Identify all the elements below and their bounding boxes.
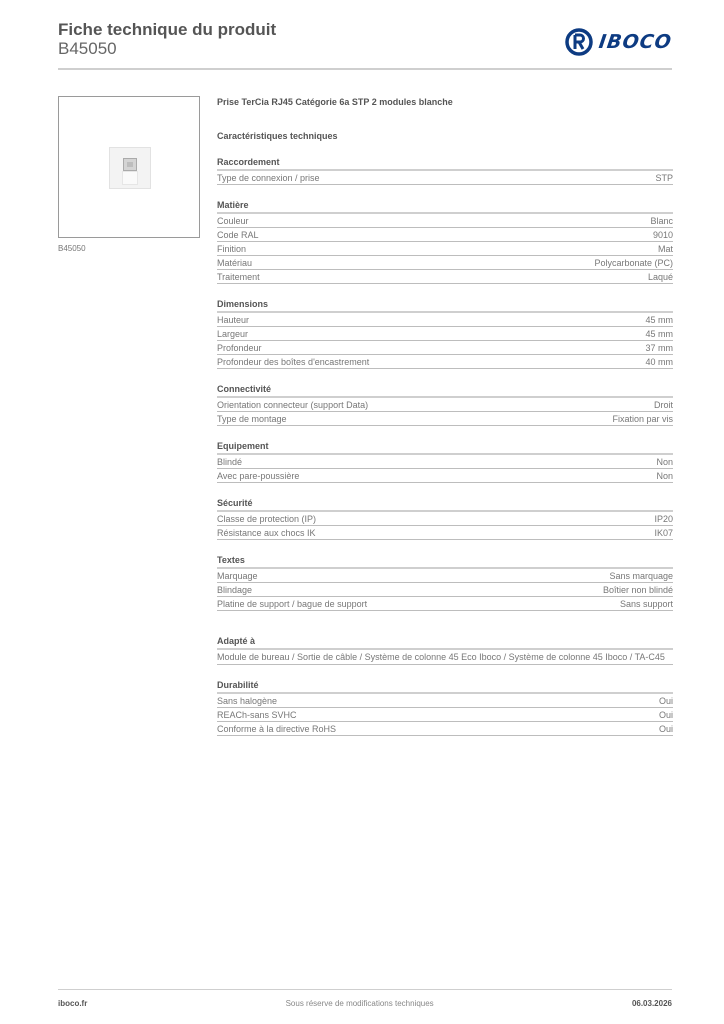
spec-row: [217, 313, 673, 327]
spec-label: Résistance aux chocs IK: [217, 528, 316, 538]
page-header: [58, 20, 672, 70]
spec-label: Code RAL: [217, 230, 259, 240]
spec-label: Couleur: [217, 216, 249, 226]
spec-label: Largeur: [217, 329, 249, 339]
iboco-logo: [565, 28, 672, 56]
spec-label: Profondeur: [217, 343, 262, 353]
spec-label: Hauteur: [217, 315, 250, 325]
header-divider: [58, 68, 672, 70]
spec-value: 37 mm: [645, 343, 673, 353]
spec-row: [217, 469, 673, 483]
spec-group-securite: [217, 497, 673, 540]
spec-label: Conforme à la directive RoHS: [217, 724, 337, 734]
group-title: Adapté à: [217, 635, 673, 650]
spec-value: Laqué: [647, 272, 673, 282]
footer-divider: [58, 989, 672, 990]
spec-row: [217, 597, 673, 611]
product-image-frame: [58, 96, 200, 238]
spec-value: IP20: [654, 514, 673, 524]
spec-row: [217, 256, 673, 270]
spec-label: Classe de protection (IP): [217, 514, 317, 524]
spec-label: Traitement: [217, 272, 260, 282]
spec-value: Boîtier non blindé: [602, 585, 673, 595]
spec-value: Fixation par vis: [612, 414, 673, 424]
spec-row: [217, 412, 673, 426]
spec-group-textes: [217, 554, 673, 611]
website-link[interactable]: iboco.fr: [58, 999, 88, 1008]
spec-row: [217, 722, 673, 736]
product-code: B45050: [58, 39, 117, 58]
spec-value: Oui: [658, 724, 673, 734]
spec-label: Marquage: [217, 571, 258, 581]
group-title: Equipement: [217, 440, 673, 455]
spec-row: [217, 270, 673, 284]
spec-value: Non: [656, 457, 673, 467]
spec-value: Mat: [657, 244, 673, 254]
spec-label: REACh-sans SVHC: [217, 710, 297, 720]
spec-label: Finition: [217, 244, 247, 254]
spec-content: [217, 96, 673, 736]
spec-label: Blindé: [217, 457, 243, 467]
spec-value: STP: [655, 173, 673, 183]
spec-group-adapte-a: [217, 635, 673, 665]
spec-group-equipement: [217, 440, 673, 483]
spec-value: Droit: [653, 400, 673, 410]
spec-value: 45 mm: [645, 315, 673, 325]
spec-row: [217, 512, 673, 526]
spec-row: [217, 455, 673, 469]
group-title: Raccordement: [217, 156, 673, 171]
spec-label: Matériau: [217, 258, 253, 268]
spec-label: Orientation connecteur (support Data): [217, 400, 369, 410]
product-name: Prise TerCia RJ45 Catégorie 6a STP 2 modules blanche: [217, 97, 453, 107]
spec-row: [217, 583, 673, 597]
spec-row: [217, 708, 673, 722]
spec-value: 45 mm: [645, 329, 673, 339]
spec-row: [217, 341, 673, 355]
rj45-jack-icon: [123, 158, 137, 171]
spec-group-matiere: [217, 199, 673, 284]
iboco-r-logo-icon: [565, 28, 593, 56]
spec-value: Non: [656, 471, 673, 481]
spec-label: Platine de support / bague de support: [217, 599, 368, 609]
disclaimer: Sous réserve de modifications techniques: [285, 999, 434, 1008]
document-date: 06.03.2026: [631, 999, 672, 1008]
section-title: Caractéristiques techniques: [217, 131, 338, 141]
group-title: Dimensions: [217, 298, 673, 313]
spec-row: [217, 355, 673, 369]
group-title: Connectivité: [217, 383, 673, 398]
spec-value: Oui: [658, 696, 673, 706]
logo-text: IBOCO: [597, 31, 674, 53]
spec-row: [217, 242, 673, 256]
spec-value: Polycarbonate (PC): [594, 258, 673, 268]
spec-row: [217, 327, 673, 341]
spec-group-dimensions: [217, 298, 673, 369]
spec-label: Avec pare-poussière: [217, 471, 300, 481]
spec-label: Profondeur des boîtes d'encastrement: [217, 357, 370, 367]
spec-label: Blindage: [217, 585, 253, 595]
page-title: Fiche technique du produit: [58, 20, 277, 39]
spec-row: [217, 694, 673, 708]
compatibility-text: Module de bureau / Sortie de câble / Système de colonne 45 Eco Iboco / Système de colonne 45 Iboco / TA-C45: [217, 650, 673, 665]
image-caption: B45050: [58, 244, 86, 253]
spec-row: [217, 171, 673, 185]
spec-row: [217, 398, 673, 412]
spec-group-raccordement: [217, 156, 673, 185]
spec-row: [217, 214, 673, 228]
spec-row: [217, 569, 673, 583]
group-title: Textes: [217, 554, 673, 569]
spec-label: Sans halogène: [217, 696, 278, 706]
spec-value: 9010: [652, 230, 673, 240]
spec-value: Blanc: [650, 216, 673, 226]
spec-row: [217, 228, 673, 242]
spec-group-connectivite: [217, 383, 673, 426]
spec-label: Type de connexion / prise: [217, 173, 320, 183]
spec-group-durabilite: [217, 679, 673, 736]
spec-value: Sans support: [619, 599, 673, 609]
product-image: [109, 147, 151, 189]
spec-row: [217, 526, 673, 540]
group-title: Durabilité: [217, 679, 673, 694]
spec-label: Type de montage: [217, 414, 287, 424]
spec-value: Oui: [658, 710, 673, 720]
page-footer: [58, 999, 672, 1008]
group-title: Sécurité: [217, 497, 673, 512]
spec-value: Sans marquage: [609, 571, 673, 581]
spec-value: 40 mm: [645, 357, 673, 367]
spec-value: IK07: [654, 528, 673, 538]
group-title: Matière: [217, 199, 673, 214]
